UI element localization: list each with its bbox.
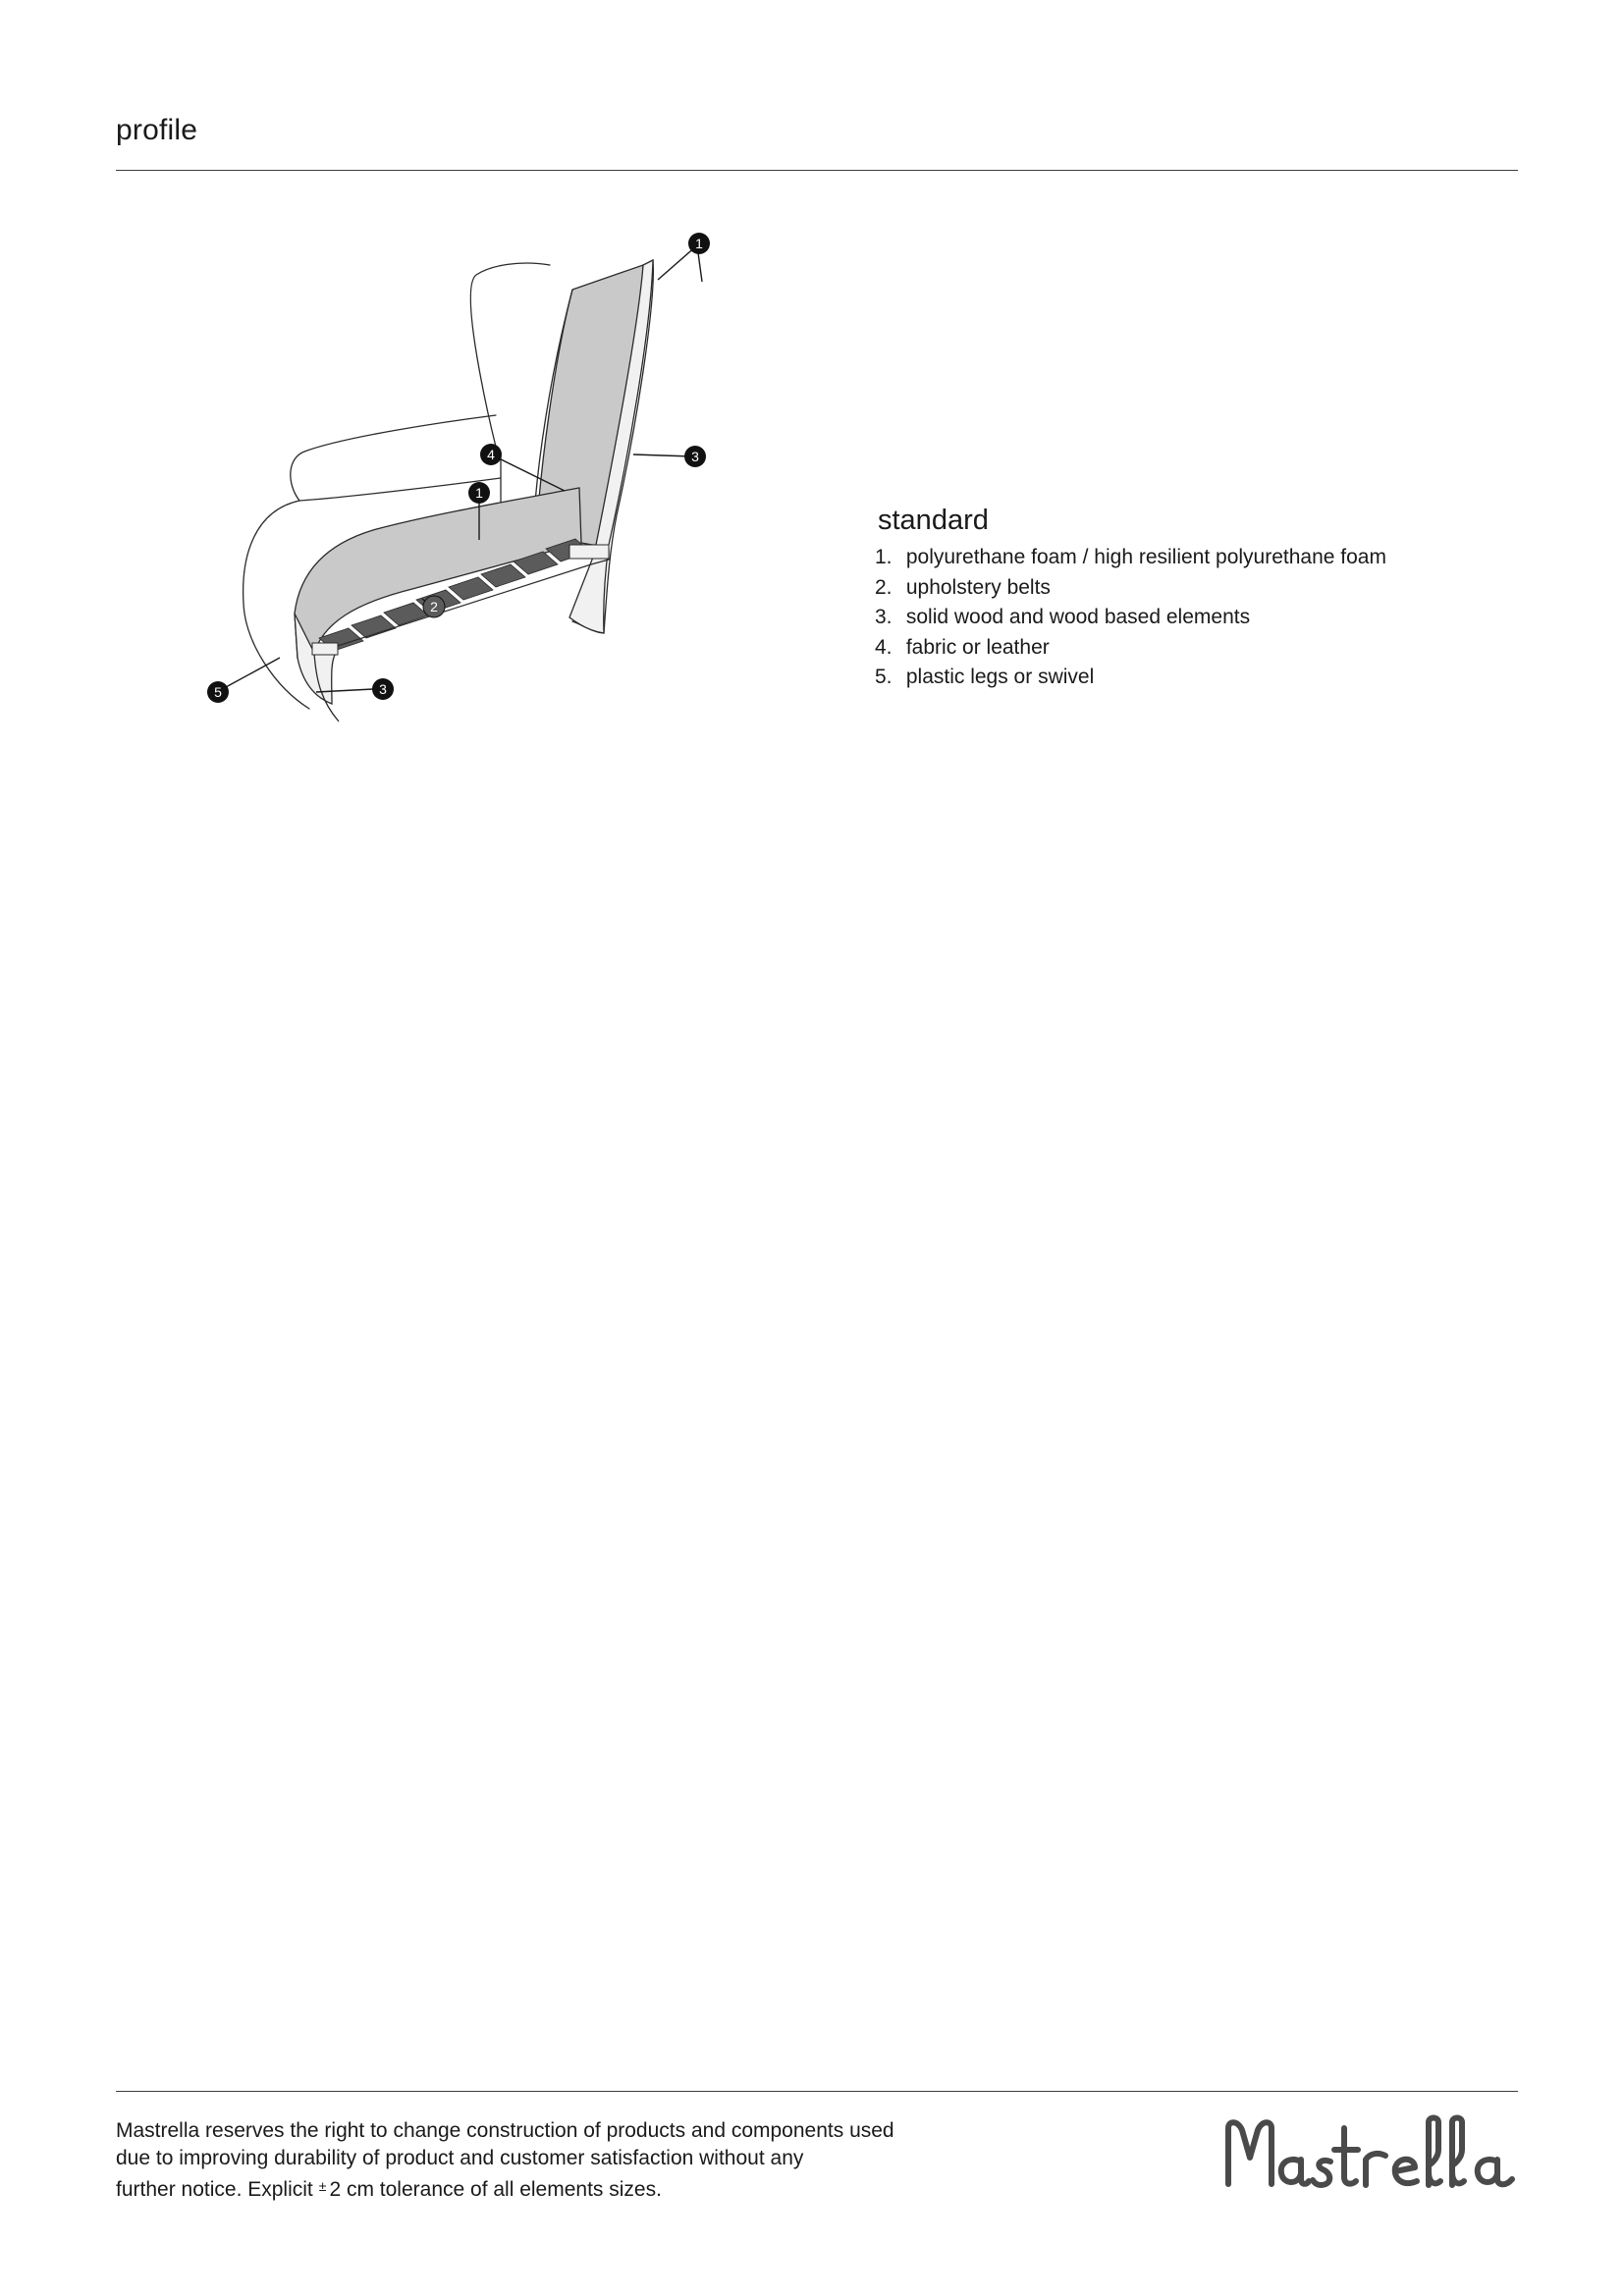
spec-list (875, 543, 1543, 693)
svg-text:4: 4 (487, 447, 495, 462)
spec-item (875, 633, 1543, 664)
spec-item (875, 543, 1543, 573)
callout-marker-1-seat (468, 482, 490, 504)
spec-item-number: 2. (875, 575, 893, 599)
callout-marker-1-top (688, 233, 710, 254)
callout-marker-5 (207, 681, 229, 703)
spec-item-text: fabric or leather (905, 635, 1050, 659)
svg-text:1: 1 (695, 236, 703, 251)
spec-item-number: 1. (875, 546, 893, 568)
footer-divider (116, 2091, 1518, 2092)
spec-item (875, 663, 1543, 693)
svg-text:2: 2 (430, 599, 438, 614)
disclaimer-line: due to improving durability of product and customer satisfaction without any (116, 2147, 804, 2169)
specification-legend (875, 505, 1543, 693)
page-title: profile (116, 114, 198, 146)
spec-item-number: 5. (875, 666, 893, 688)
spec-item-text: upholstery belts (905, 575, 1051, 599)
svg-text:3: 3 (379, 681, 387, 697)
footer-disclaimer (116, 2117, 1000, 2204)
disclaimer-line: Mastrella reserves the right to change construction of products and components used (116, 2119, 894, 2142)
svg-text:1: 1 (475, 485, 483, 501)
callout-marker-4 (480, 444, 502, 465)
spec-item-text: polyurethane foam / high resilient polyurethane foam (905, 546, 1386, 568)
callout-marker-3-front (372, 678, 394, 700)
svg-text:3: 3 (691, 449, 699, 464)
spec-item-number: 4. (875, 635, 893, 659)
spec-item (875, 603, 1543, 633)
spec-item (875, 573, 1543, 604)
callout-marker-2 (423, 596, 445, 617)
armchair-profile-diagram (196, 221, 746, 756)
spec-heading: standard (878, 505, 989, 536)
disclaimer-text: 2 cm tolerance of all elements sizes. (329, 2178, 662, 2201)
spec-item-number: 3. (875, 606, 893, 628)
disclaimer-text: further notice. Explicit (116, 2178, 313, 2201)
armrest-outline (291, 415, 501, 501)
callout-marker-3-back (684, 446, 706, 467)
spec-item-text: solid wood and wood based elements (905, 606, 1251, 628)
spec-item-text: plastic legs or swivel (905, 666, 1095, 688)
disclaimer-line (116, 2172, 1000, 2204)
mastrella-logo (1220, 2110, 1520, 2194)
svg-text:5: 5 (214, 684, 222, 700)
header-divider (116, 170, 1518, 171)
plus-minus-symbol: ± (318, 2178, 327, 2194)
